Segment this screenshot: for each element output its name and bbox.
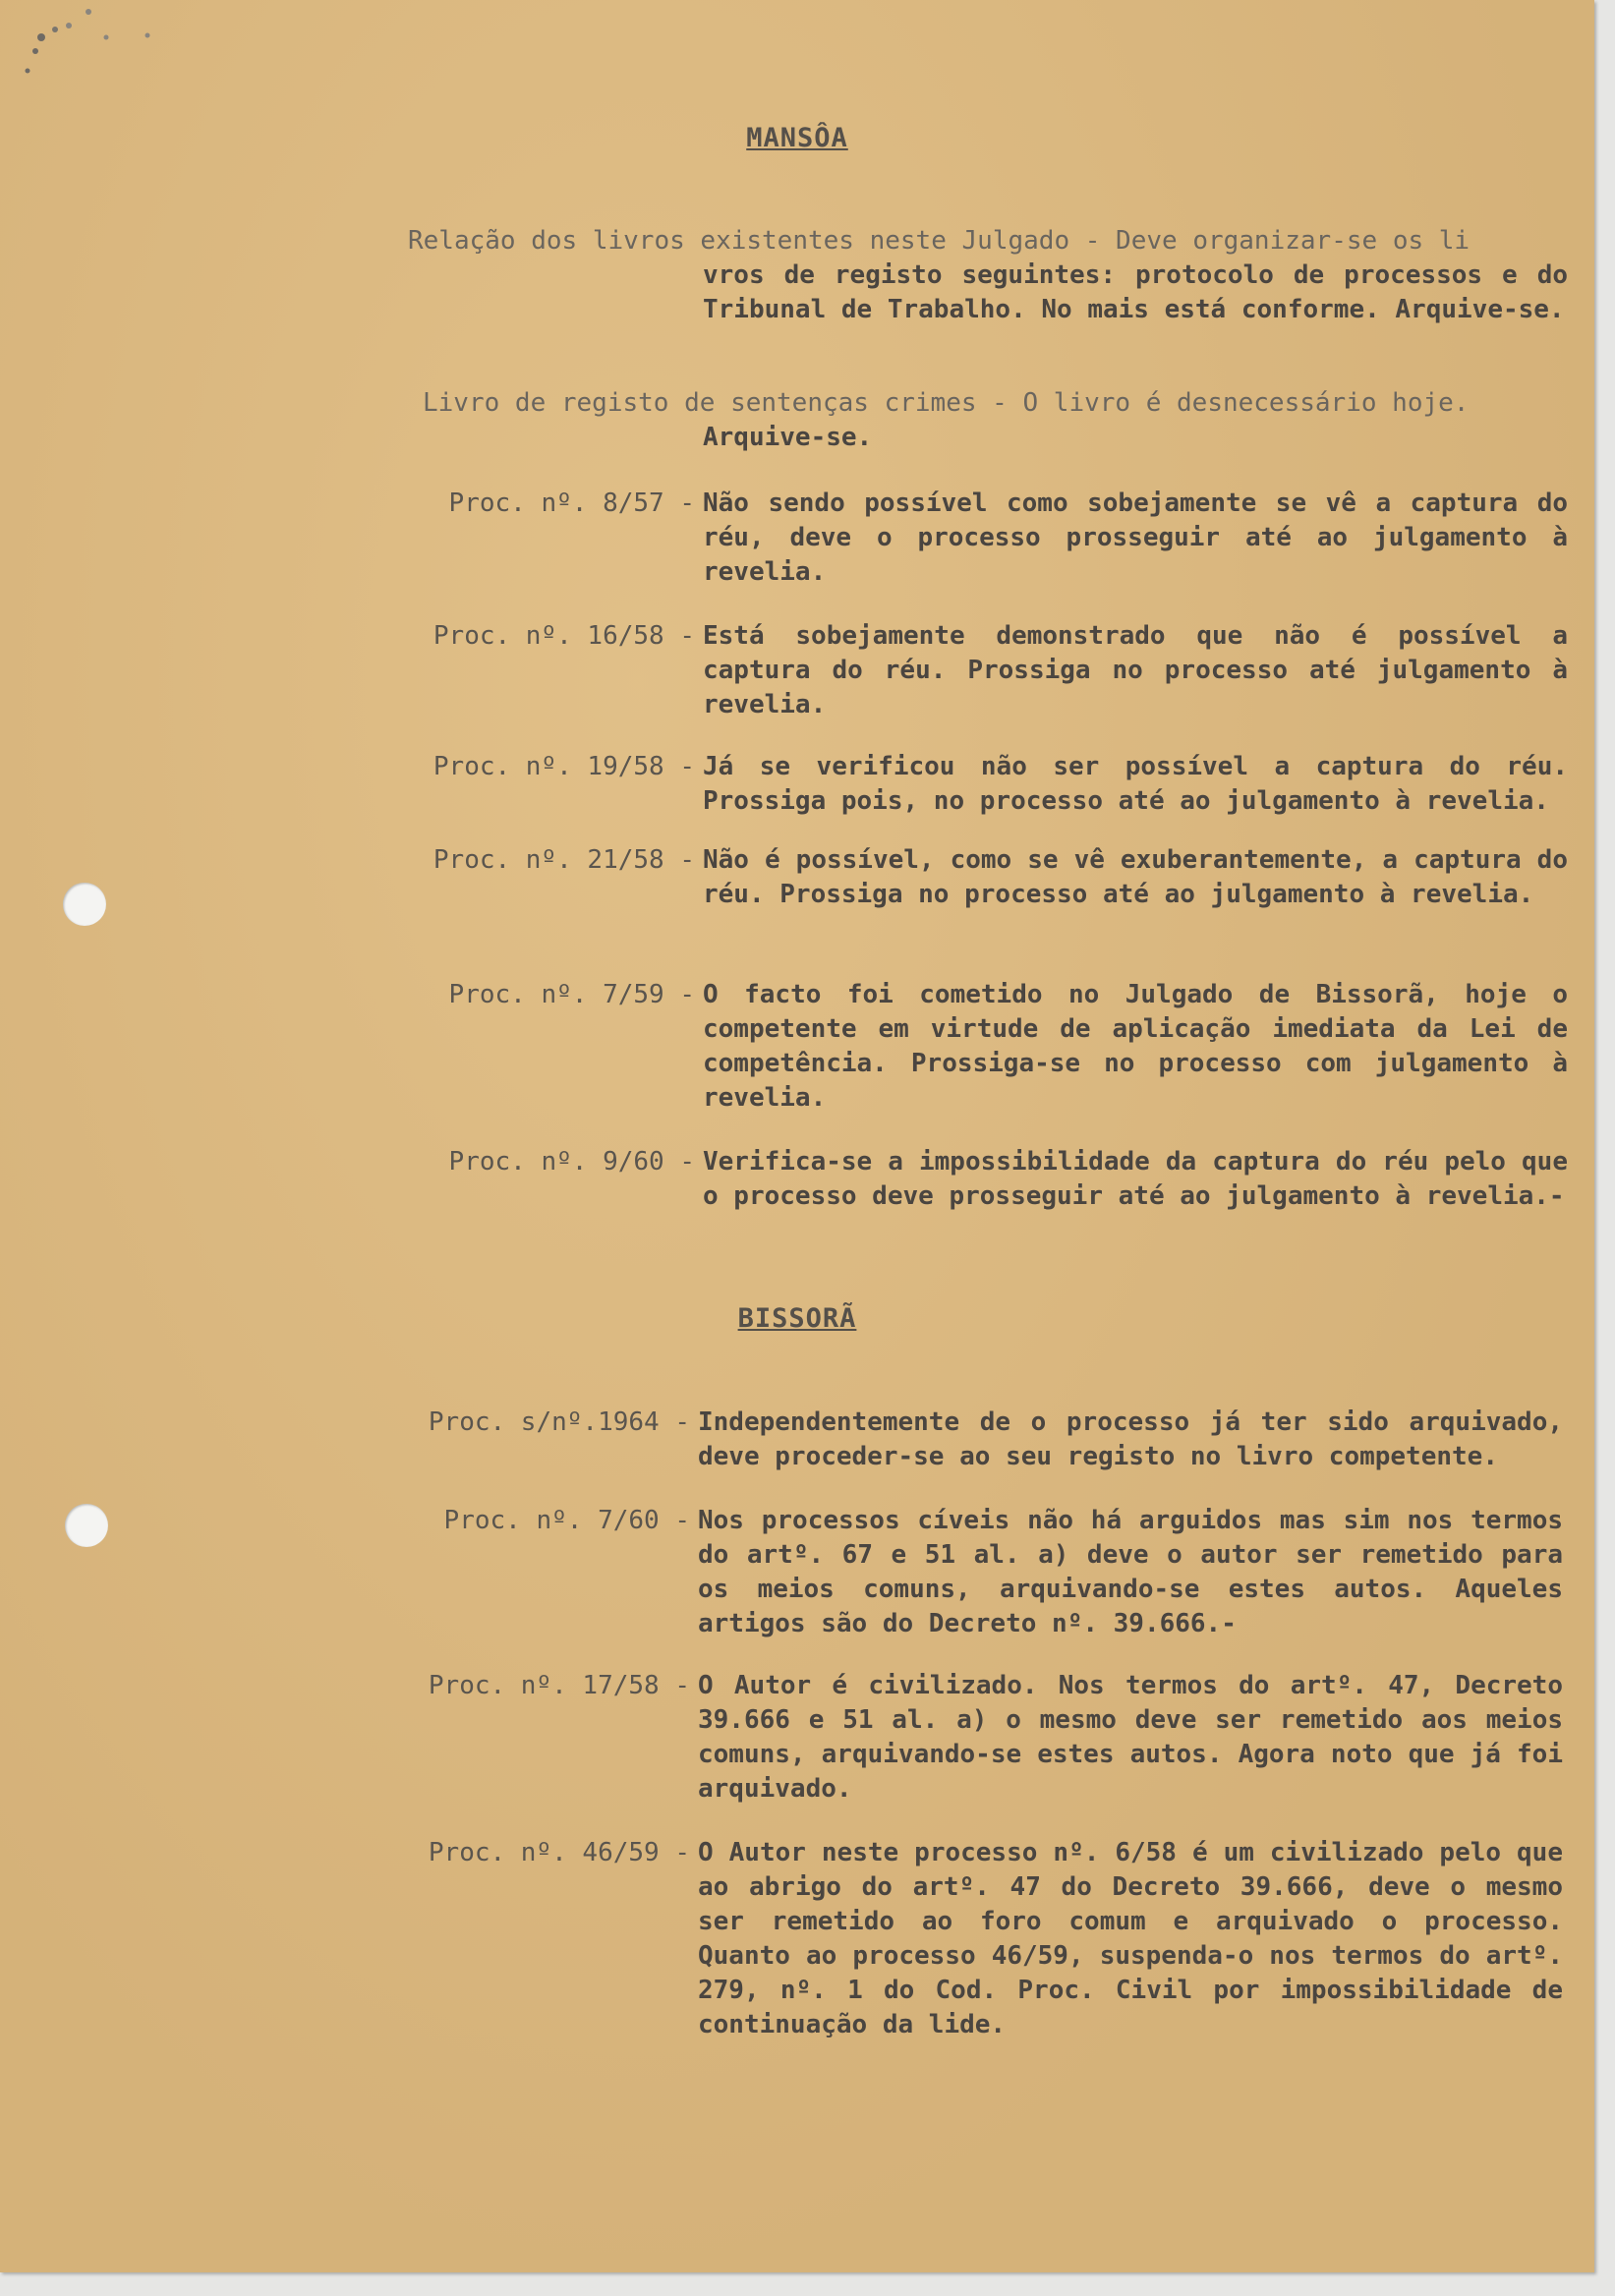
process-reference: Proc. nº. 16/58 - <box>433 621 695 651</box>
process-reference: Proc. nº. 7/60 - <box>443 1506 690 1535</box>
entry-text: O Autor é civilizado. Nos termos do artº. 47, Decreto 39.666 e 51 al. a) o mesmo deve ser remetido aos meios comuns, arquivando-se estes autos. Agora noto que já foi arquivado. <box>698 1671 1563 1804</box>
process-reference: Proc. nº. 7/59 - <box>448 980 695 1009</box>
entry-text: vros de registo seguintes: protocolo de processos e do Tribunal de Trabalho. No mais está conforme. Arquive-se. <box>703 260 1568 324</box>
entry-text: Arquive-se. <box>703 423 873 452</box>
entry-proc-7-60 <box>403 1504 1573 1641</box>
entry-text: Verifica-se a impossibilidade da captura do réu pelo que o processo deve prosseguir até ao julgamento à revelia.- <box>703 1147 1568 1211</box>
entry-proc-21-58 <box>408 843 1568 947</box>
entry-text: Não é possível, como se vê exuberantemente, a captura do réu. Prossiga no processo até ao julgamento à revelia. <box>703 845 1568 909</box>
entry-lead: Livro de registo de sentenças crimes - O livro é desnecessário hoje. <box>423 388 1470 418</box>
entry-proc-17-58 <box>403 1669 1573 1807</box>
entry-text: O facto foi cometido no Julgado de Bissorã, hoje o competente em virtude de aplicação imediata da Lei de competência. Prossiga-se no processo com julgamento à revelia. <box>703 980 1568 1113</box>
entry-proc-7-59 <box>408 978 1568 1116</box>
process-reference: Proc. nº. 19/58 - <box>433 752 695 781</box>
entry-text: Não sendo possível como sobejamente se vê a captura do réu, deve o processo prosseguir até ao julgamento à revelia. <box>703 488 1568 587</box>
process-reference: Proc. nº. 46/59 - <box>428 1838 690 1867</box>
punch-hole-bottom <box>65 1504 108 1547</box>
process-reference: Proc. nº. 8/57 - <box>448 488 695 518</box>
entry-proc-9-60 <box>408 1145 1568 1248</box>
entry-text: Já se verificou não ser possível a captura do réu. Prossiga pois, no processo até ao julgamento à revelia. <box>703 752 1568 816</box>
entry-text: Nos processos cíveis não há arguidos mas sim nos termos do artº. 67 e 51 al. a) deve o autor ser remetido para os meios comuns, arquivando-se estes autos. Aqueles artigos são do Decreto nº. 39.666.- <box>698 1506 1563 1638</box>
entry-lead: Relação dos livros existentes neste Julgado - Deve organizar-se os li <box>408 226 1471 256</box>
entry-relacao-livros <box>408 224 1568 362</box>
punch-hole-top <box>63 883 106 926</box>
entry-livro-sentencas <box>423 386 1563 455</box>
entry-proc-16-58 <box>408 619 1568 722</box>
entry-proc-46-59 <box>403 1836 1573 2047</box>
entry-proc-19-58 <box>408 750 1587 819</box>
section-heading-bissora: BISSORÃ <box>737 1303 857 1334</box>
entry-text: Está sobejamente demonstrado que não é possível a captura do réu. Prossiga no processo até julgamento à revelia. <box>703 621 1568 719</box>
section-heading-mansoa: MANSÔA <box>746 123 848 153</box>
entry-text: O Autor neste processo nº. 6/58 é um civilizado pelo que ao abrigo do artº. 47 do Decreto 39.666, deve o mesmo ser remetido ao foro comum e arquivado o processo. Quanto ao processo 46/59, suspenda-o nos termos do artº. 279, nº. 1 do Cod. Proc. Civil por impossibilidade de continuação da lide. <box>698 1838 1563 2039</box>
process-reference: Proc. nº. 21/58 - <box>433 845 695 875</box>
entry-proc-s-n-1964 <box>403 1406 1573 1474</box>
process-reference: Proc. s/nº.1964 - <box>428 1407 690 1437</box>
entry-proc-8-57 <box>408 487 1568 590</box>
process-reference: Proc. nº. 17/58 - <box>428 1671 690 1700</box>
process-reference: Proc. nº. 9/60 - <box>448 1147 695 1177</box>
entry-text: Independentemente de o processo já ter sido arquivado, deve proceder-se ao seu registo no livro competente. <box>698 1407 1563 1471</box>
ink-specks <box>0 0 177 108</box>
